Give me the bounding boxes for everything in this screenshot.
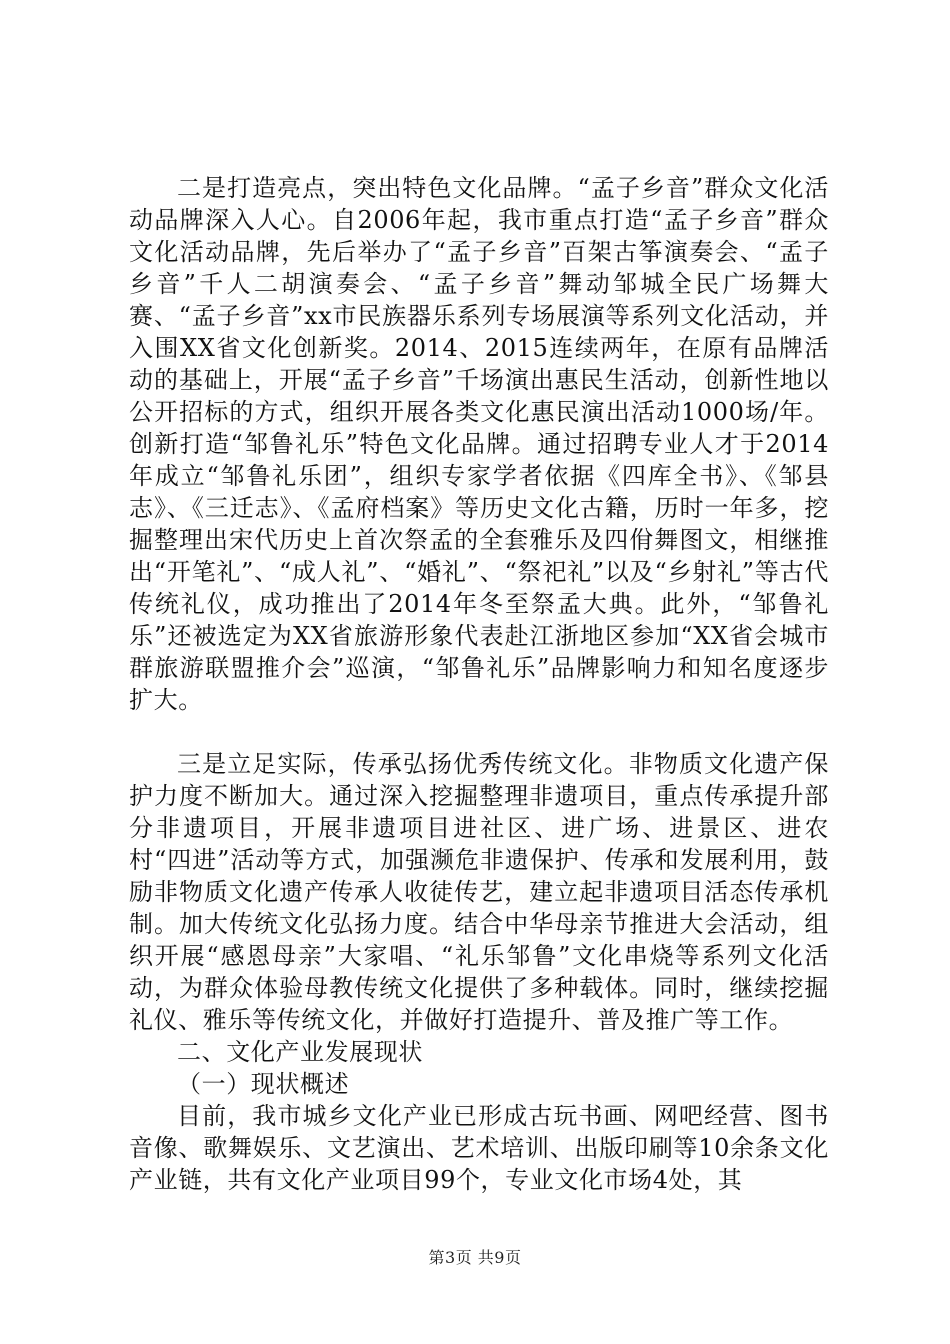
section-heading: 二、文化产业发展现状 bbox=[177, 1038, 423, 1066]
paragraph-overview: 目前，我市城乡文化产业已形成古玩书画、网吧经营、图书音像、歌舞娱乐、文艺演出、艺术培训、出版印刷等10余条文化产业链，共有文化产业项目99个，专业文化市场4处，其 bbox=[129, 1102, 829, 1194]
paragraph-brand: 二是打造亮点，突出特色文化品牌。“孟子乡音”群众文化活动品牌深入人心。自2006年起，我市重点打造“孟子乡音”群众文化活动品牌，先后举办了“孟子乡音”百架古筝演奏会、“孟子乡音”千人二胡演奏会、“孟子乡音”舞动邹城全民广场舞大赛、“孟子乡音”xx市民族器乐系列专场展演等系列文化活动，并入围XX省文化创新奖。2014、2015连续两年，在原有品牌活动的基础上，开展“孟子乡音”千场演出惠民生活动，创新性地以公开招标的方式，组织开展各类文化惠民演出活动1000场/年。创新打造“邹鲁礼乐”特色文化品牌。通过招聘专业人才于2014年成立“邹鲁礼乐团”，组织专家学者依据《四库全书》、《邹县志》、《三迁志》、《孟府档案》等历史文化古籍，历时一年多，挖掘整理出宋代历史上首次祭孟的全套雅乐及四佾舞图文，相继推出“开笔礼”、“成人礼”、“婚礼”、“祭祀礼”以及“乡射礼”等古代传统礼仪，成功推出了2014年冬至祭孟大典。此外，“邹鲁礼乐”还被选定为XX省旅游形象代表赴江浙地区参加“XX省会城市群旅游联盟推介会”巡演，“邹鲁礼乐”品牌影响力和知名度逐步扩大。 bbox=[129, 174, 829, 714]
paragraph-spacer bbox=[129, 716, 829, 748]
subsection-heading: （一）现状概述 bbox=[177, 1070, 350, 1098]
document-body bbox=[129, 172, 829, 1196]
page-number: 第3页 共9页 bbox=[428, 1248, 522, 1267]
paragraph-tradition: 三是立足实际，传承弘扬优秀传统文化。非物质文化遗产保护力度不断加大。通过深入挖掘整理非遗项目，重点传承提升部分非遗项目，开展非遗项目进社区、进广场、进景区、进农村“四进”活动等方式，加强濒危非遗保护、传承和发展利用，鼓励非物质文化遗产传承人收徒传艺，建立起非遗项目活态传承机制。加大传统文化弘扬力度。结合中华母亲节推进大会活动，组织开展“感恩母亲”大家唱、“礼乐邹鲁”文化串烧等系列文化活动，为群众体验母教传统文化提供了多种载体。同时，继续挖掘礼仪、雅乐等传统文化，并做好打造提升、普及推广等工作。 bbox=[129, 750, 829, 1034]
